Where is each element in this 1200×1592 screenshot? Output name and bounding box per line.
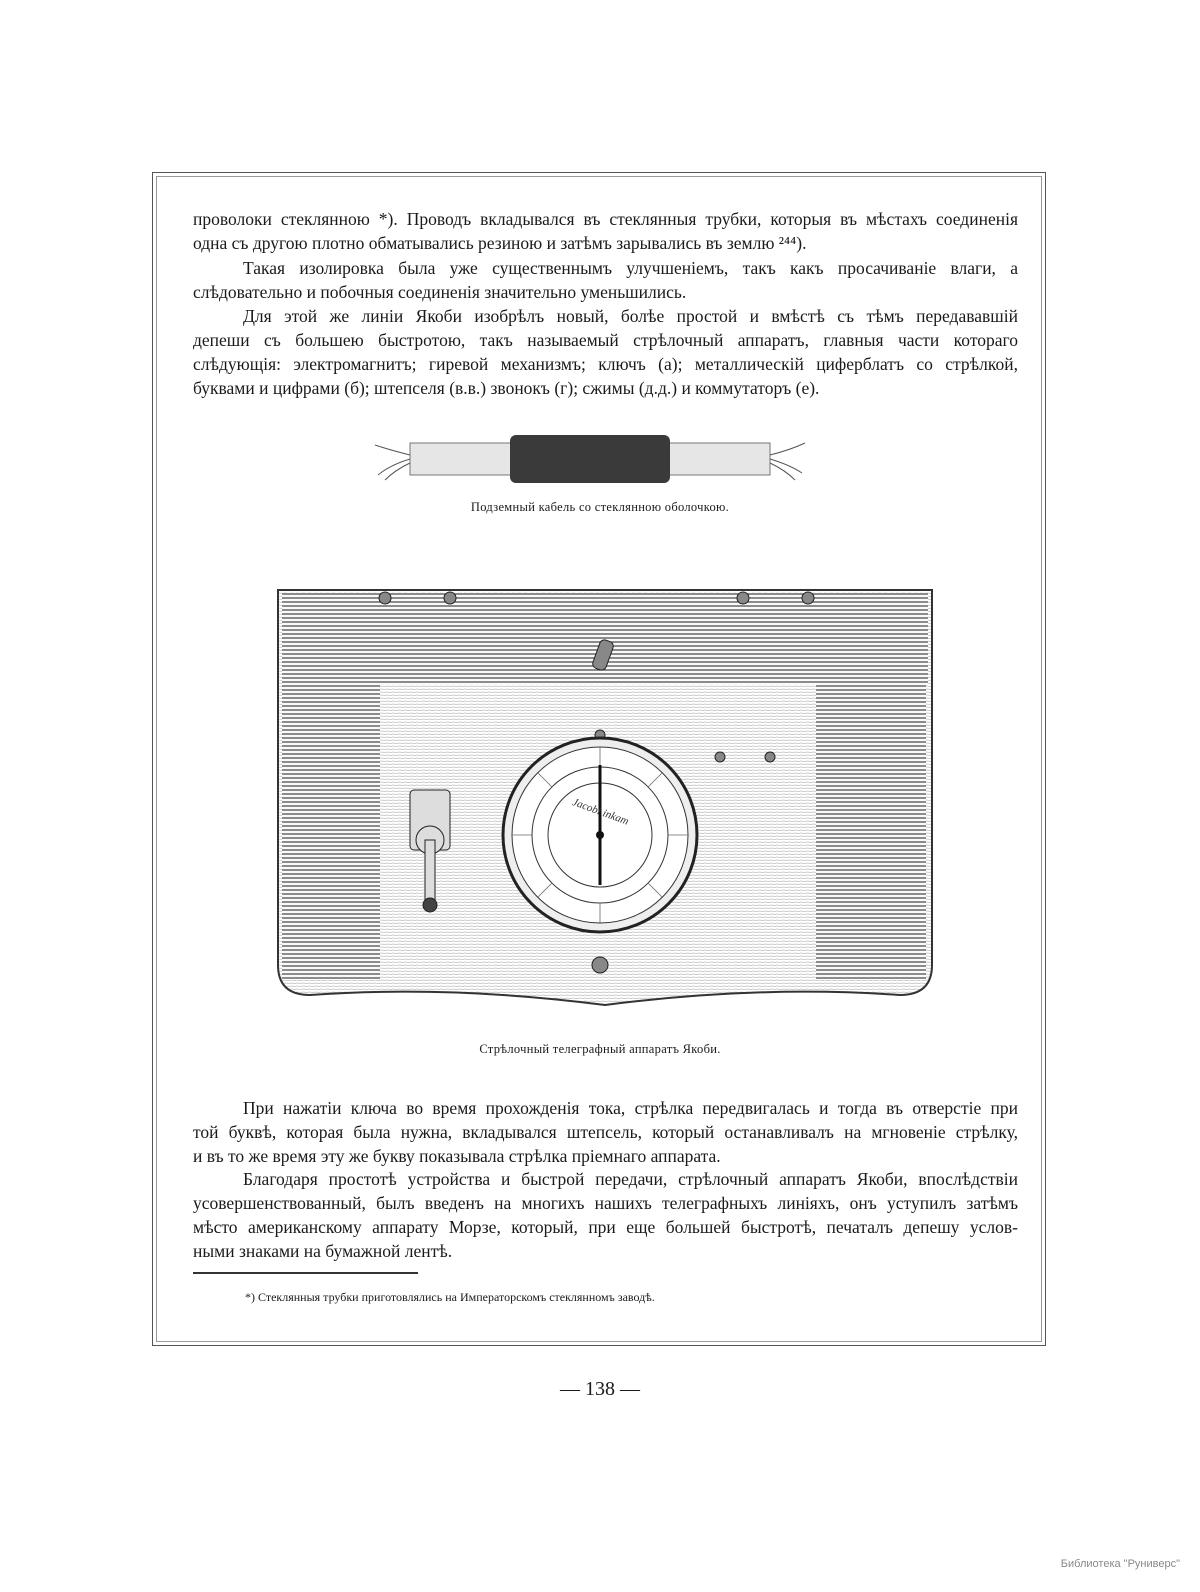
text-line: мѣсто американскому аппарату Морзе, который, при еще большей быстротѣ, печаталъ депешу услов- xyxy=(193,1217,1018,1237)
page-number: — 138 — xyxy=(560,1378,640,1400)
telegraph-apparatus-illustration xyxy=(260,565,950,1025)
cable-illustration xyxy=(370,425,810,495)
text-line: слѣдовательно и побочныя соединенія значительно уменьшились. xyxy=(193,282,687,302)
figure-2-caption: Стрѣлочный телеграфный аппаратъ Якоби. xyxy=(479,1042,721,1056)
paragraph-4 xyxy=(193,1096,1018,1168)
text-line: Такая изолировка была уже существеннымъ улучшеніемъ, такъ какъ просачиваніе влаги, а xyxy=(243,258,1018,278)
footnote: *) Стеклянныя трубки приготовлялись на Императорскомъ стеклянномъ заводѣ. xyxy=(245,1290,655,1304)
text-line: усовершенствованный, былъ введенъ на многихъ нашихъ телеграфныхъ линіяхъ, онъ уступилъ затѣмъ xyxy=(193,1193,1018,1213)
text-line: и въ то же время эту же букву показывала стрѣлка пріемнаго аппарата. xyxy=(193,1146,721,1166)
paragraph-1 xyxy=(193,207,1018,255)
text-line: буквами и цифрами (б); штепселя (в.в.) звонокъ (г); сжимы (д.д.) и коммутаторъ (е). xyxy=(193,378,820,398)
text-line: Благодаря простотѣ устройства и быстрой передачи, стрѣлочный аппаратъ Якоби, впослѣдствіи xyxy=(243,1169,1018,1189)
text-line: той буквѣ, которая была нужна, вкладывался штепсель, который останавливалъ на мгновеніе стрѣлку, xyxy=(193,1122,1018,1142)
text-line: Для этой же линіи Якоби изобрѣлъ новый, болѣе простой и вмѣстѣ съ тѣмъ передававшій xyxy=(243,306,1018,326)
paragraph-3 xyxy=(193,304,1018,400)
figure-1-caption: Подземный кабель со стеклянною оболочкою. xyxy=(470,500,730,514)
text-line: слѣдующія: электромагнитъ; гиревой механизмъ; ключъ (а); металлическій циферблатъ со стрѣлкой, xyxy=(193,354,1018,374)
paragraph-2 xyxy=(193,256,1018,304)
paragraph-5 xyxy=(193,1167,1018,1263)
text-line: проволоки стеклянною *). Проводъ вкладывался въ стеклянныя трубки, которыя въ мѣстахъ соединенія xyxy=(193,209,1018,229)
text-line: При нажатіи ключа во время прохожденія тока, стрѣлка передвигалась и тогда въ отверстіе при xyxy=(243,1098,1018,1118)
text-line: депеши съ большею быстротою, такъ называемый стрѣлочный аппаратъ, главныя части котораго xyxy=(193,330,1018,350)
dial-label: Jacobi inkam xyxy=(570,796,631,828)
text-line: ными знаками на бумажной лентѣ. xyxy=(193,1241,453,1261)
text-line: одна съ другою плотно обматывались резиною и затѣмъ зарывались въ землю ²⁴⁴). xyxy=(193,233,807,253)
footnote-divider xyxy=(193,1272,418,1274)
watermark: Библиотека "Руниверс" xyxy=(1060,1558,1180,1570)
